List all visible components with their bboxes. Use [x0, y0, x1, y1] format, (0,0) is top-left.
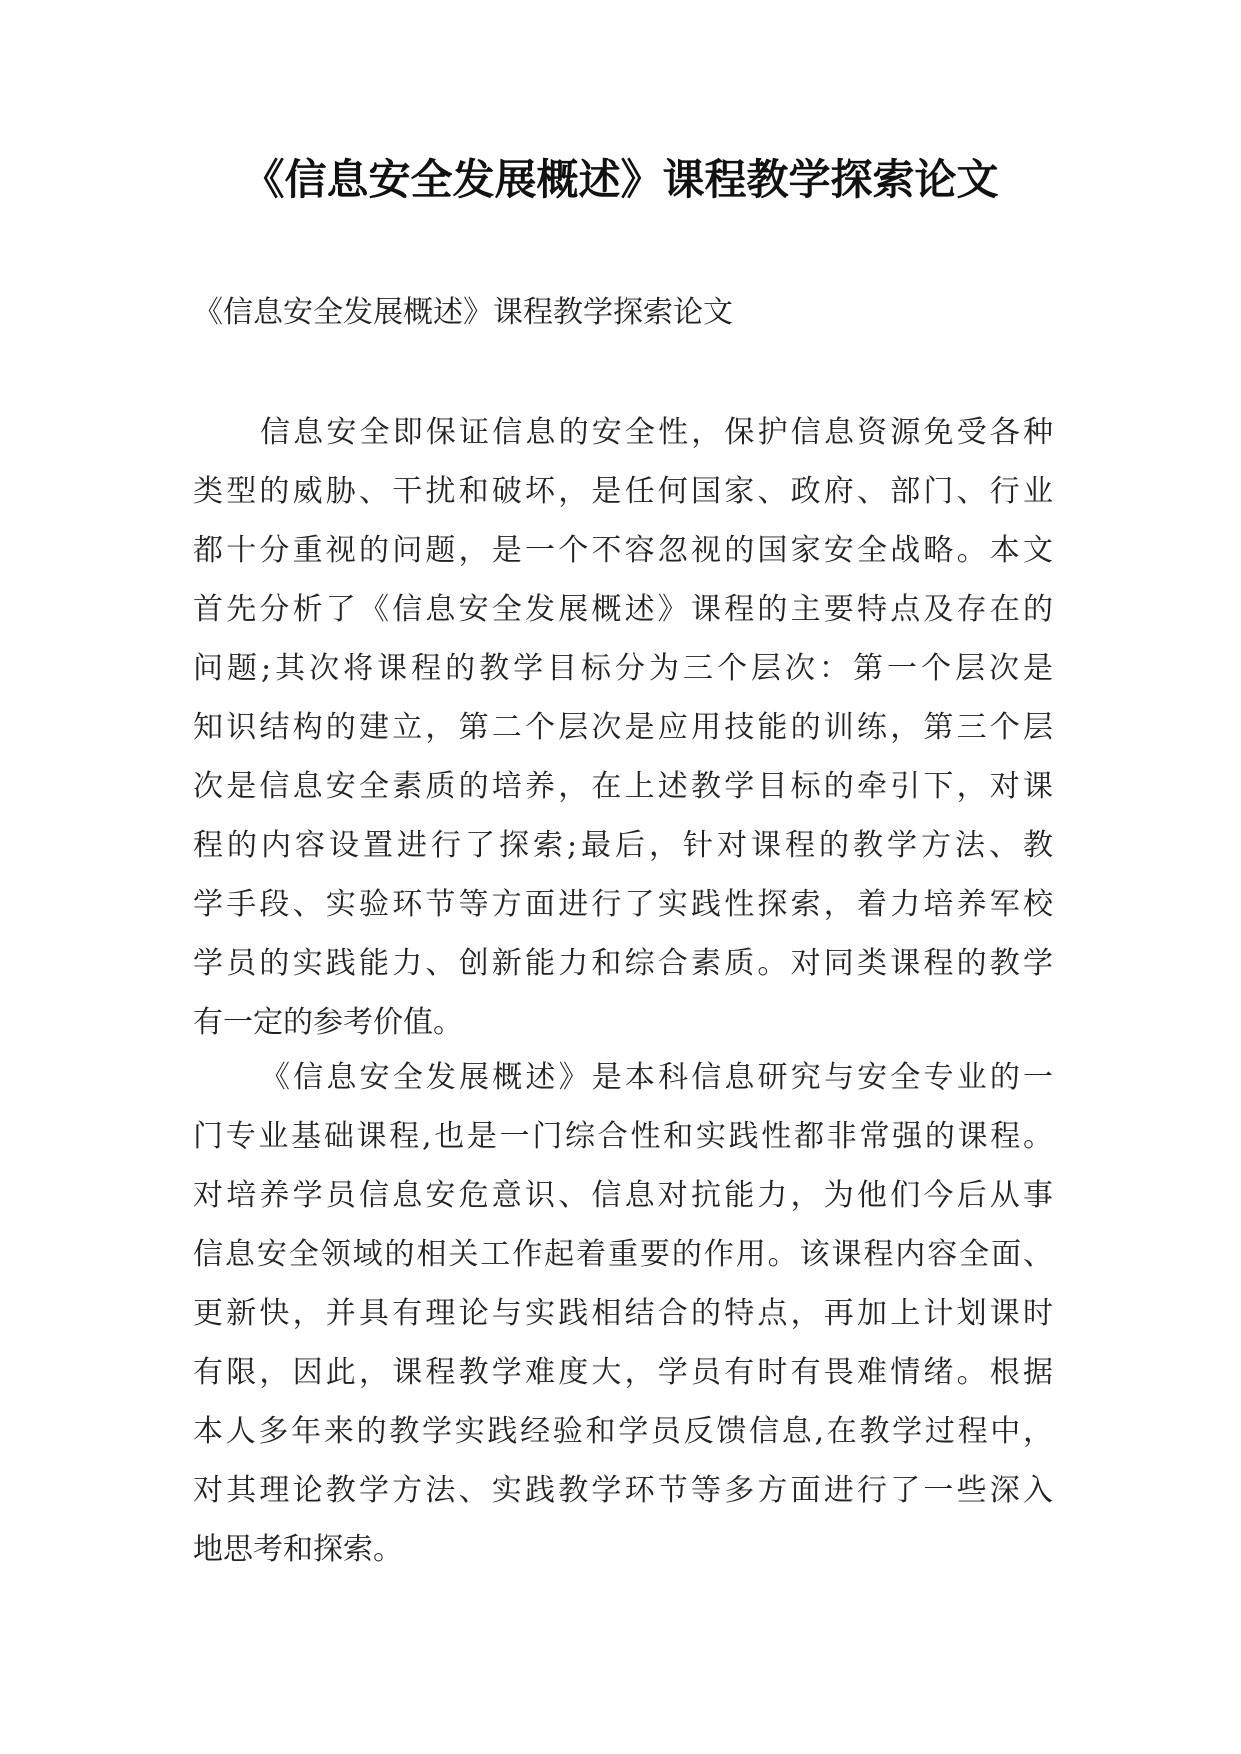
paragraph-line: 有一定的参考价值。 [193, 1005, 463, 1040]
paragraph-line: 都十分重视的问题，是一个不容忽视的国家安全战略。本文 [193, 533, 1053, 568]
paragraph-line: 地思考和探索。 [193, 1532, 403, 1567]
paragraph-line: 信息安全即保证信息的安全性，保护信息资源免受各种 [260, 415, 1053, 450]
paragraph-line: 问题;其次将课程的教学目标分为三个层次：第一个层次是 [193, 651, 1053, 686]
paragraph-line: 对其理论教学方法、实践教学环节等多方面进行了一些深入 [193, 1473, 1053, 1508]
paragraph-line: 有限，因此，课程教学难度大，学员有时有畏难情绪。根据 [193, 1355, 1053, 1390]
paragraph-line: 本人多年来的教学实践经验和学员反馈信息,在教学过程中， [193, 1414, 1053, 1449]
paragraph-abstract [193, 403, 1053, 1052]
document-subtitle: 《信息安全发展概述》课程教学探索论文 [193, 295, 733, 330]
paragraph-line: 门专业基础课程,也是一门综合性和实践性都非常强的课程。 [193, 1119, 1053, 1154]
paragraph-line: 学员的实践能力、创新能力和综合素质。对同类课程的教学 [193, 946, 1053, 981]
paragraph-line: 《信息安全发展概述》是本科信息研究与安全专业的一 [260, 1060, 1053, 1095]
paragraph-line: 首先分析了《信息安全发展概述》课程的主要特点及存在的 [193, 592, 1053, 627]
paragraph-line: 学手段、实验环节等方面进行了实践性探索，着力培养军校 [193, 887, 1053, 922]
paragraph-line: 对培养学员信息安危意识、信息对抗能力，为他们今后从事 [193, 1178, 1053, 1213]
document-title: 《信息安全发展概述》课程教学探索论文 [242, 155, 999, 204]
paragraph-line: 程的内容设置进行了探索;最后，针对课程的教学方法、教 [193, 828, 1053, 863]
paragraph-line: 类型的威胁、干扰和破坏，是任何国家、政府、部门、行业 [193, 474, 1053, 509]
paragraph-line: 次是信息安全素质的培养，在上述教学目标的牵引下，对课 [193, 769, 1053, 804]
paragraph-line: 知识结构的建立，第二个层次是应用技能的训练，第三个层 [193, 710, 1053, 745]
paragraph-line: 信息安全领域的相关工作起着重要的作用。该课程内容全面、 [193, 1237, 1053, 1272]
paragraph-introduction [193, 1048, 1053, 1579]
paragraph-line: 更新快，并具有理论与实践相结合的特点，再加上计划课时 [193, 1296, 1053, 1331]
